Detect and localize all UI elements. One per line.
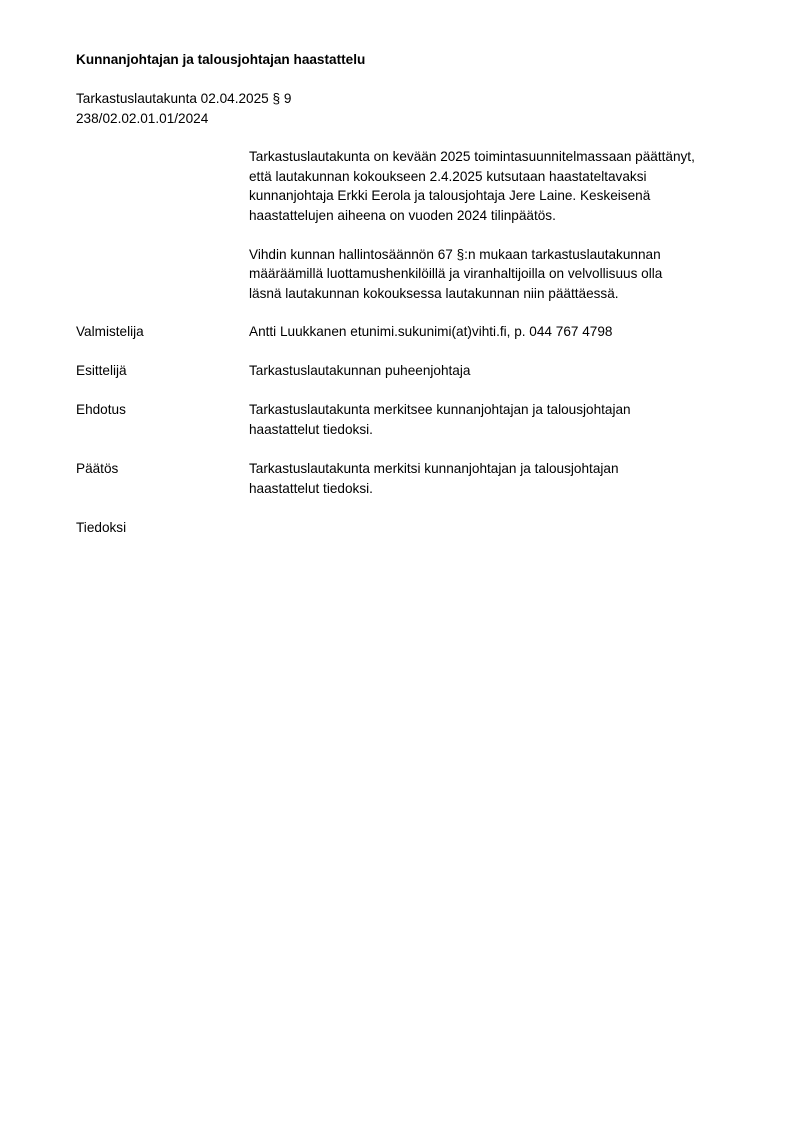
- decision-text: Tarkastuslautakunta merkitsi kunnanjohtajan ja talousjohtajan: [249, 461, 619, 476]
- intro-line: Vihdin kunnan hallintosäännön 67 §:n mukaan tarkastuslautakunnan: [249, 246, 661, 262]
- intro-paragraph-1: [249, 147, 749, 225]
- row-content: [249, 400, 749, 439]
- intro-line: määräämillä luottamushenkilöillä ja viranhaltijoilla on velvollisuus olla: [249, 266, 663, 281]
- intro-text: [249, 147, 749, 323]
- preparer-contact: Antti Luukkanen etunimi.sukunimi(at)vihti.fi, p. 044 767 4798: [249, 324, 613, 339]
- document-title: Kunnanjohtajan ja talousjohtajan haastattelu: [76, 52, 366, 67]
- row-content: [249, 361, 749, 381]
- board-meeting-line: Tarkastuslautakunta 02.04.2025 § 9: [76, 91, 292, 106]
- intro-line: Tarkastuslautakunta on kevään 2025 toimintasuunnitelmassaan päättänyt,: [249, 149, 695, 164]
- decision-text: haastattelut tiedoksi.: [249, 480, 373, 496]
- intro-line: haastattelujen aiheena on vuoden 2024 tilinpäätös.: [249, 207, 556, 223]
- row-label: Esittelijä: [76, 363, 127, 378]
- row-label: Päätös: [76, 461, 119, 476]
- row-content: [249, 459, 749, 498]
- row-label: Tiedoksi: [76, 520, 127, 535]
- presenter-text: Tarkastuslautakunnan puheenjohtaja: [249, 363, 471, 378]
- proposal-text: Tarkastuslautakunta merkitsee kunnanjohtajan ja talousjohtajan: [249, 402, 631, 417]
- row-label: Ehdotus: [76, 402, 126, 417]
- intro-line: kunnanjohtaja Erkki Eerola ja talousjohtaja Jere Laine. Keskeisenä: [249, 188, 651, 203]
- intro-line: että lautakunnan kokoukseen 2.4.2025 kutsutaan haastateltavaksi: [249, 168, 647, 184]
- row-label: Valmistelija: [76, 324, 144, 339]
- meeting-meta: [76, 89, 291, 128]
- intro-line: läsnä lautakunnan kokouksessa lautakunnan niin päättäessä.: [249, 285, 619, 301]
- intro-paragraph-2: [249, 245, 749, 304]
- proposal-text: haastattelut tiedoksi.: [249, 421, 373, 437]
- row-content: [249, 322, 749, 342]
- record-number: 238/02.02.01.01/2024: [76, 110, 209, 126]
